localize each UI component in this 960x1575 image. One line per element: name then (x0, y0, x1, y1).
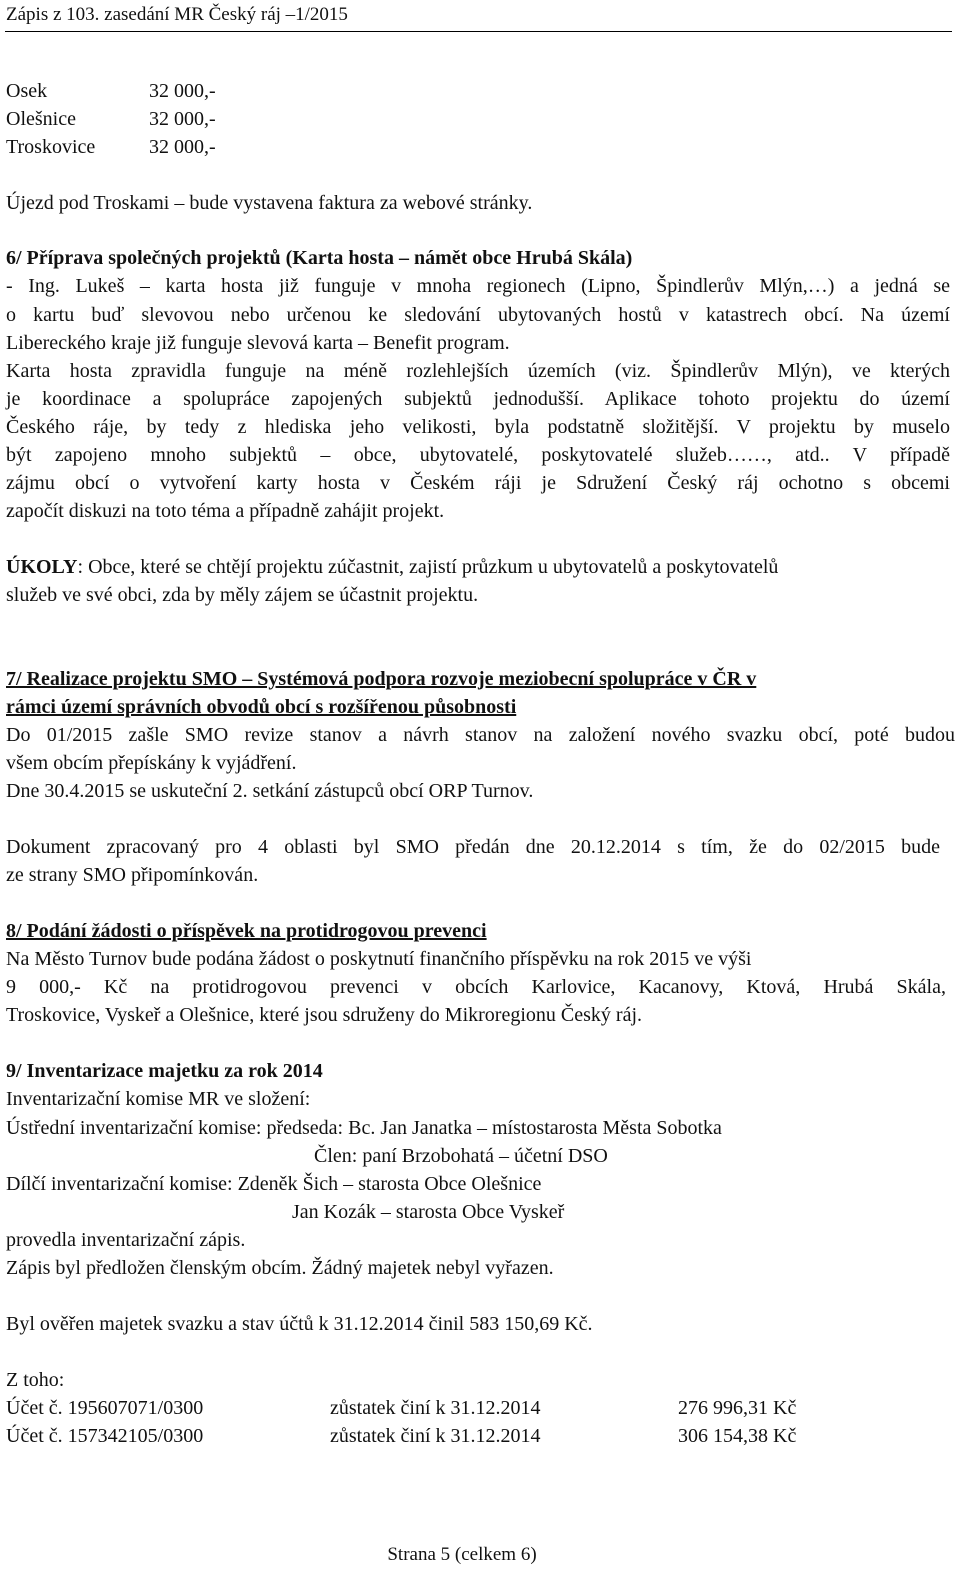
section-9-line: Z toho: (6, 1369, 65, 1391)
contribution-amount: 32 000,- (149, 80, 216, 102)
section-9-heading: 9/ Inventarizace majetku za rok 2014 (6, 1060, 323, 1082)
ujezd-note: Újezd pod Troskami – bude vystavena faktura za webové stránky. (6, 192, 533, 214)
section-7-heading: 7/ Realizace projektu SMO – Systémová podpora rozvoje meziobecní spolupráce v ČR v (6, 668, 757, 690)
account-amount: 306 154,38 Kč (678, 1425, 797, 1447)
section-6-line: Českého ráje, by tedy z hlediska jeho velikosti, byla podstatně složitější. V projektu by muselo (6, 416, 950, 438)
section-7-line: Dne 30.4.2015 se uskuteční 2. setkání zástupců obcí ORP Turnov. (6, 780, 534, 802)
section-7-line: Dokument zpracovaný pro 4 oblasti byl SMO předán dne 20.12.2014 s tím, že do 02/2015 bude (6, 836, 940, 858)
section-9-line: Byl ověřen majetek svazku a stav účtů k 31.12.2014 činil 583 150,69 Kč. (6, 1313, 593, 1335)
contribution-name: Osek (6, 80, 48, 102)
section-8-heading: 8/ Podání žádosti o příspěvek na protidrogovou prevenci (6, 920, 487, 942)
ukoly-line-2: služeb ve své obci, zda by měly zájem se účastnit projektu. (6, 584, 479, 606)
section-9-line: Dílčí inventarizační komise: Zdeněk Šich – starosta Obce Olešnice (6, 1173, 542, 1195)
section-6-heading: 6/ Příprava společných projektů (Karta hosta – námět obce Hrubá Skála) (6, 247, 633, 269)
section-9-line: Inventarizační komise MR ve složení: (6, 1088, 311, 1110)
section-8-line: 9 000,- Kč na protidrogovou prevenci v obcích Karlovice, Kacanovy, Ktová, Hrubá Skála, (6, 976, 946, 998)
section-6-line: o kartu buď slevovou nebo určenou ke sledování ubytovaných hostů v katastrech obcí. Na území (6, 304, 950, 326)
account-number: Účet č. 195607071/0300 (6, 1397, 204, 1419)
section-6-line: započít diskuzi na toto téma a případně zahájit projekt. (6, 500, 445, 522)
ukoly-label: ÚKOLY (6, 556, 78, 578)
account-label: zůstatek činí k 31.12.2014 (330, 1425, 541, 1447)
page-footer: Strana 5 (celkem 6) (387, 1544, 537, 1565)
section-9-line: Jan Kozák – starosta Obce Vyskeř (292, 1201, 565, 1223)
section-6-line: - Ing. Lukeš – karta hosta již funguje v mnoha regionech (Lipno, Špindlerův Mlýn,…) a jedná se (6, 275, 950, 297)
ukoly-line (6, 557, 778, 577)
page-header-title: Zápis z 103. zasedání MR Český ráj –1/2015 (6, 4, 348, 25)
contribution-name: Troskovice (6, 136, 96, 158)
section-7-line: všem obcím přepískány k vyjádření. (6, 752, 297, 774)
section-6-line: být zapojeno mnoho subjektů – obce, ubytovatelé, poskytovatelé služeb……, atd.. V případě (6, 444, 950, 466)
contribution-amount: 32 000,- (149, 108, 216, 130)
header-rule (5, 31, 952, 32)
section-6-line: Karta hosta zpravidla funguje na méně rozlehlejších územích (viz. Špindlerův Mlýn), ve kterých (6, 360, 950, 382)
section-6-line: Libereckého kraje již funguje slevová karta – Benefit program. (6, 332, 510, 354)
account-number: Účet č. 157342105/0300 (6, 1425, 204, 1447)
account-label: zůstatek činí k 31.12.2014 (330, 1397, 541, 1419)
section-9-line: Ústřední inventarizační komise: předseda: Bc. Jan Janatka – místostarosta Města Sobotka (6, 1117, 722, 1139)
section-8-line: Na Město Turnov bude podána žádost o poskytnutí finančního příspěvku na rok 2015 ve výši (6, 948, 752, 970)
account-amount: 276 996,31 Kč (678, 1397, 797, 1419)
section-9-line: Zápis byl předložen členským obcím. Žádný majetek nebyl vyřazen. (6, 1257, 554, 1279)
contribution-name: Olešnice (6, 108, 76, 130)
section-7-line: ze strany SMO připomínkován. (6, 864, 259, 886)
section-6-line: zájmu obcí o vytvoření karty hosta v Českém ráji je Sdružení Český ráj ochotno s obcemi (6, 472, 950, 494)
section-9-line: Člen: paní Brzobohatá – účetní DSO (314, 1145, 608, 1167)
section-6-line: je koordinace a spolupráce zapojených subjektů jednodušší. Aplikace tohoto projektu do území (6, 388, 950, 410)
section-7-heading: rámci území správních obvodů obcí s rozšířenou působnosti (6, 696, 517, 718)
contribution-amount: 32 000,- (149, 136, 216, 158)
section-8-line: Troskovice, Vyskeř a Olešnice, které jsou sdruženy do Mikroregionu Český ráj. (6, 1004, 642, 1026)
ukoly-text: : Obce, které se chtějí projektu zúčastnit, zajistí průzkum u ubytovatelů a poskytovatelů (77, 556, 779, 578)
section-9-line: provedla inventarizační zápis. (6, 1229, 246, 1251)
section-7-line: Do 01/2015 zašle SMO revize stanov a návrh stanov na založení nového svazku obcí, poté budou (6, 724, 955, 746)
